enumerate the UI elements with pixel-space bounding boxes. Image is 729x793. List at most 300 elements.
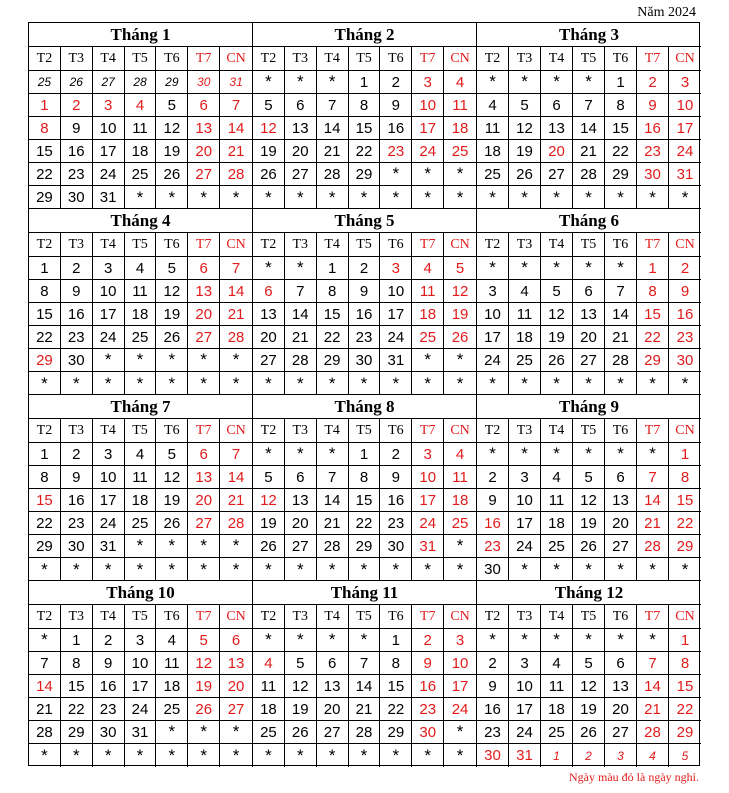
weekday-header: T7 [188, 419, 220, 442]
day-cell: 19 [188, 675, 220, 697]
day-cell: 12 [253, 117, 285, 139]
weekday-header-row [29, 233, 252, 257]
day-cell: 17 [676, 119, 694, 137]
day-cell: 26 [451, 328, 469, 346]
day-cell: 1 [61, 629, 93, 651]
empty-day-cell: * [188, 535, 220, 557]
day-cell: 19 [156, 140, 188, 162]
empty-day-cell: * [188, 744, 220, 767]
day-cell: 15 [29, 140, 61, 162]
adjacent-month-day-cell: 29 [156, 71, 188, 93]
weekday-header: T5 [125, 605, 157, 628]
week-row [253, 698, 476, 721]
day-cell: 1 [29, 257, 61, 279]
empty-day-cell: * [349, 744, 381, 767]
day-cell: 25 [509, 349, 541, 371]
day-cell: 31 [125, 721, 157, 743]
week-row [477, 652, 701, 675]
empty-day-cell: * [232, 187, 240, 207]
day-cell: 2 [61, 94, 93, 116]
day-cell: 29 [605, 163, 637, 185]
day-cell: 9 [637, 94, 669, 116]
day-cell: 15 [380, 675, 412, 697]
day-cell: 18 [509, 326, 541, 348]
weekday-header: T7 [637, 419, 669, 442]
week-row [29, 303, 252, 326]
day-cell: 9 [61, 280, 93, 302]
week-row [477, 280, 701, 303]
day-cell: 14 [227, 468, 245, 486]
day-cell: 15 [61, 675, 93, 697]
day-cell: 23 [61, 512, 93, 534]
day-cell: 4 [253, 652, 285, 674]
day-cell: 30 [61, 349, 93, 371]
day-cell: 1 [349, 71, 381, 93]
day-cell: 8 [29, 466, 61, 488]
day-cell: 7 [231, 96, 241, 114]
day-cell: 7 [231, 259, 241, 277]
weekday-header: T7 [188, 47, 220, 70]
day-cell: 7 [231, 445, 241, 463]
week-row [29, 558, 252, 581]
empty-day-cell: * [412, 372, 444, 395]
week-row [477, 489, 701, 512]
month-title: Tháng 6 [477, 209, 701, 233]
day-cell: 3 [680, 73, 690, 91]
day-cell: 10 [477, 303, 509, 325]
day-cell: 5 [285, 652, 317, 674]
day-cell: 29 [29, 186, 61, 209]
empty-day-cell: * [605, 372, 637, 395]
week-row [253, 117, 476, 140]
weekday-header: T6 [380, 419, 412, 442]
day-cell: 21 [227, 142, 245, 160]
day-cell: 15 [637, 303, 669, 325]
empty-day-cell: * [253, 629, 285, 651]
day-cell: 26 [156, 326, 188, 348]
week-row [477, 186, 701, 209]
day-cell: 23 [676, 328, 694, 346]
day-cell: 23 [61, 163, 93, 185]
day-cell: 2 [349, 257, 381, 279]
empty-day-cell: * [573, 186, 605, 209]
day-cell: 18 [477, 140, 509, 162]
day-cell: 21 [317, 140, 349, 162]
day-cell: 27 [253, 349, 285, 371]
day-cell: 14 [637, 675, 669, 697]
empty-day-cell: * [232, 722, 240, 741]
weekday-header: T5 [349, 419, 381, 442]
day-cell: 11 [509, 303, 541, 325]
day-cell: 17 [93, 140, 125, 162]
day-cell: 8 [680, 468, 690, 486]
day-cell: 24 [477, 349, 509, 371]
week-row [29, 744, 252, 767]
month-title: Tháng 8 [253, 395, 476, 419]
empty-day-cell: * [573, 71, 605, 93]
empty-day-cell: * [456, 187, 464, 207]
weekday-header-row [253, 233, 476, 257]
day-cell: 3 [380, 257, 412, 279]
empty-day-cell: * [125, 744, 157, 767]
day-cell: 1 [29, 443, 61, 465]
day-cell: 27 [188, 512, 220, 534]
day-cell: 25 [125, 163, 157, 185]
day-cell: 30 [477, 558, 509, 581]
day-cell: 26 [253, 163, 285, 185]
day-cell: 4 [156, 629, 188, 651]
day-cell: 29 [676, 723, 694, 741]
weekday-header: T7 [412, 47, 444, 70]
day-cell: 19 [451, 305, 469, 323]
day-cell: 27 [188, 163, 220, 185]
day-cell: 5 [541, 280, 573, 302]
adjacent-month-day-cell: 27 [93, 71, 125, 93]
day-cell: 28 [605, 349, 637, 371]
week-row [253, 140, 476, 163]
month-block [477, 581, 701, 767]
empty-day-cell: * [317, 372, 349, 395]
day-cell: 21 [227, 305, 245, 323]
day-cell: 16 [61, 140, 93, 162]
day-cell: 21 [29, 698, 61, 720]
empty-day-cell: * [509, 71, 541, 93]
day-cell: 2 [477, 652, 509, 674]
day-cell: 17 [509, 512, 541, 534]
day-cell: 16 [412, 675, 444, 697]
day-cell: 17 [451, 677, 469, 695]
empty-day-cell: * [456, 350, 464, 369]
empty-day-cell: * [509, 443, 541, 465]
weekday-header: CN [450, 50, 470, 66]
month-title: Tháng 1 [29, 23, 252, 47]
day-cell: 25 [451, 514, 469, 532]
empty-day-cell: * [29, 372, 61, 395]
day-cell: 20 [285, 140, 317, 162]
empty-day-cell: * [285, 71, 317, 93]
adjacent-month-day-cell: 5 [681, 748, 689, 763]
day-cell: 28 [573, 163, 605, 185]
day-cell: 23 [380, 140, 412, 162]
month-title: Tháng 3 [477, 23, 701, 47]
day-cell: 10 [509, 489, 541, 511]
week-row [253, 186, 476, 209]
day-cell: 30 [61, 186, 93, 209]
empty-day-cell: * [188, 186, 220, 209]
week-row [477, 257, 701, 280]
day-cell: 21 [573, 140, 605, 162]
day-cell: 4 [125, 94, 157, 116]
day-cell: 5 [156, 94, 188, 116]
day-cell: 17 [93, 489, 125, 511]
day-cell: 7 [285, 280, 317, 302]
week-row [253, 71, 476, 94]
weekday-header-row [477, 47, 701, 71]
empty-day-cell: * [285, 558, 317, 581]
day-cell: 30 [61, 535, 93, 557]
day-cell: 19 [509, 140, 541, 162]
weekday-header-row [477, 419, 701, 443]
day-cell: 22 [29, 163, 61, 185]
day-cell: 30 [349, 349, 381, 371]
empty-day-cell: * [156, 186, 188, 209]
day-cell: 30 [93, 721, 125, 743]
weekday-header: T6 [156, 605, 188, 628]
week-row [477, 71, 701, 94]
empty-day-cell: * [93, 744, 125, 767]
week-row [477, 303, 701, 326]
day-cell: 25 [541, 721, 573, 743]
holiday-legend-note: Ngày màu đỏ là ngày nghỉ. [569, 770, 699, 784]
month-title: Tháng 11 [253, 581, 476, 605]
empty-day-cell: * [412, 163, 444, 185]
weekday-header: CN [450, 608, 470, 624]
day-cell: 21 [605, 326, 637, 348]
day-cell: 15 [29, 489, 61, 511]
weekday-header: T3 [509, 233, 541, 256]
day-cell: 21 [285, 326, 317, 348]
day-cell: 3 [93, 257, 125, 279]
month-title: Tháng 2 [253, 23, 476, 47]
weekday-header: CN [226, 422, 246, 438]
day-cell: 29 [349, 535, 381, 557]
weekday-header: T4 [93, 233, 125, 256]
day-cell: 25 [541, 535, 573, 557]
weekday-header-row [29, 605, 252, 629]
week-row [253, 349, 476, 372]
empty-day-cell: * [541, 372, 573, 395]
day-cell: 8 [29, 117, 61, 139]
day-cell: 22 [29, 326, 61, 348]
empty-day-cell: * [477, 372, 509, 395]
day-cell: 19 [285, 698, 317, 720]
week-row [253, 652, 476, 675]
day-cell: 3 [412, 71, 444, 93]
empty-day-cell: * [29, 558, 61, 581]
day-cell: 28 [317, 535, 349, 557]
empty-day-cell: * [253, 186, 285, 209]
day-cell: 25 [477, 163, 509, 185]
day-cell: 3 [412, 443, 444, 465]
day-cell: 29 [676, 537, 694, 555]
day-cell: 24 [676, 142, 694, 160]
empty-day-cell: * [125, 349, 157, 371]
empty-day-cell: * [188, 558, 220, 581]
week-row [477, 466, 701, 489]
day-cell: 2 [93, 629, 125, 651]
empty-day-cell: * [285, 443, 317, 465]
day-cell: 25 [125, 326, 157, 348]
day-cell: 23 [61, 326, 93, 348]
day-cell: 18 [125, 489, 157, 511]
day-cell: 2 [637, 71, 669, 93]
day-cell: 13 [253, 303, 285, 325]
empty-day-cell: * [125, 372, 157, 395]
weekday-header: T4 [317, 605, 349, 628]
day-cell: 4 [455, 73, 465, 91]
empty-day-cell: * [125, 535, 157, 557]
day-cell: 28 [637, 721, 669, 743]
empty-day-cell: * [573, 372, 605, 395]
day-cell: 30 [676, 351, 694, 369]
day-cell: 7 [317, 466, 349, 488]
day-cell: 31 [412, 535, 444, 557]
week-row [477, 372, 701, 395]
day-cell: 27 [605, 721, 637, 743]
empty-day-cell: * [349, 372, 381, 395]
day-cell: 5 [156, 443, 188, 465]
empty-day-cell: * [188, 349, 220, 371]
day-cell: 21 [227, 491, 245, 509]
empty-day-cell: * [573, 558, 605, 581]
day-cell: 29 [637, 349, 669, 371]
day-cell: 20 [188, 489, 220, 511]
day-cell: 5 [156, 257, 188, 279]
empty-day-cell: * [93, 372, 125, 395]
weekday-header: T5 [125, 47, 157, 70]
empty-day-cell: * [541, 443, 573, 465]
day-cell: 18 [412, 303, 444, 325]
day-cell: 8 [380, 652, 412, 674]
day-cell: 7 [605, 280, 637, 302]
month-block [477, 209, 701, 395]
month-title: Tháng 12 [477, 581, 701, 605]
week-row [477, 721, 701, 744]
day-cell: 27 [541, 163, 573, 185]
day-cell: 1 [380, 629, 412, 651]
day-cell: 14 [317, 489, 349, 511]
day-cell: 10 [125, 652, 157, 674]
empty-day-cell: * [573, 629, 605, 651]
weekday-header: T5 [573, 419, 605, 442]
week-row [253, 675, 476, 698]
weekday-header: T4 [541, 605, 573, 628]
weekday-header: T6 [156, 419, 188, 442]
weekday-header: T3 [285, 419, 317, 442]
empty-day-cell: * [232, 559, 240, 579]
adjacent-month-day-cell: 4 [637, 744, 669, 767]
empty-day-cell: * [285, 257, 317, 279]
day-cell: 20 [285, 512, 317, 534]
day-cell: 3 [93, 443, 125, 465]
day-cell: 24 [509, 721, 541, 743]
day-cell: 12 [573, 675, 605, 697]
day-cell: 10 [412, 94, 444, 116]
empty-day-cell: * [232, 745, 240, 765]
day-cell: 29 [317, 349, 349, 371]
day-cell: 4 [541, 466, 573, 488]
day-cell: 5 [573, 652, 605, 674]
day-cell: 20 [605, 698, 637, 720]
weekday-header: T4 [93, 605, 125, 628]
day-cell: 16 [477, 698, 509, 720]
day-cell: 17 [380, 303, 412, 325]
day-cell: 2 [412, 629, 444, 651]
day-cell: 16 [637, 117, 669, 139]
day-cell: 9 [93, 652, 125, 674]
day-cell: 23 [380, 512, 412, 534]
day-cell: 3 [477, 280, 509, 302]
day-cell: 5 [253, 466, 285, 488]
day-cell: 22 [676, 514, 694, 532]
empty-day-cell: * [477, 186, 509, 209]
day-cell: 1 [680, 445, 690, 463]
day-cell: 28 [29, 721, 61, 743]
day-cell: 28 [285, 349, 317, 371]
empty-day-cell: * [380, 186, 412, 209]
week-row [477, 443, 701, 466]
weekday-header: T4 [317, 233, 349, 256]
empty-day-cell: * [61, 558, 93, 581]
day-cell: 31 [676, 165, 694, 183]
week-row [29, 117, 252, 140]
empty-day-cell: * [61, 372, 93, 395]
day-cell: 4 [477, 94, 509, 116]
day-cell: 23 [93, 698, 125, 720]
empty-day-cell: * [317, 186, 349, 209]
empty-day-cell: * [253, 71, 285, 93]
empty-day-cell: * [477, 71, 509, 93]
day-cell: 4 [509, 280, 541, 302]
weekday-header: T2 [29, 419, 61, 442]
day-cell: 14 [29, 675, 61, 697]
weekday-header: CN [675, 608, 695, 624]
day-cell: 24 [412, 512, 444, 534]
day-cell: 7 [573, 94, 605, 116]
empty-day-cell: * [573, 443, 605, 465]
week-row [29, 535, 252, 558]
day-cell: 27 [605, 535, 637, 557]
weekday-header-row [253, 419, 476, 443]
day-cell: 28 [227, 165, 245, 183]
day-cell: 5 [188, 629, 220, 651]
day-cell: 14 [349, 675, 381, 697]
day-cell: 18 [253, 698, 285, 720]
day-cell: 20 [541, 140, 573, 162]
empty-day-cell: * [156, 535, 188, 557]
day-cell: 2 [477, 466, 509, 488]
day-cell: 8 [317, 280, 349, 302]
day-cell: 22 [349, 140, 381, 162]
empty-day-cell: * [456, 536, 464, 555]
day-cell: 7 [29, 652, 61, 674]
empty-day-cell: * [349, 186, 381, 209]
day-cell: 21 [637, 698, 669, 720]
week-row [29, 512, 252, 535]
week-row [29, 94, 252, 117]
empty-day-cell: * [637, 629, 669, 651]
weekday-header: T6 [156, 233, 188, 256]
day-cell: 15 [605, 117, 637, 139]
weekday-header-row [253, 605, 476, 629]
weekday-header: T6 [380, 605, 412, 628]
day-cell: 22 [380, 698, 412, 720]
empty-day-cell: * [156, 372, 188, 395]
day-cell: 7 [637, 652, 669, 674]
day-cell: 31 [93, 186, 125, 209]
day-cell: 13 [573, 303, 605, 325]
weekday-header: T2 [29, 233, 61, 256]
day-cell: 13 [317, 675, 349, 697]
day-cell: 10 [509, 675, 541, 697]
empty-day-cell: * [285, 372, 317, 395]
day-cell: 2 [380, 443, 412, 465]
day-cell: 19 [156, 303, 188, 325]
empty-day-cell: * [412, 186, 444, 209]
day-cell: 24 [93, 326, 125, 348]
empty-day-cell: * [509, 186, 541, 209]
week-row [29, 443, 252, 466]
